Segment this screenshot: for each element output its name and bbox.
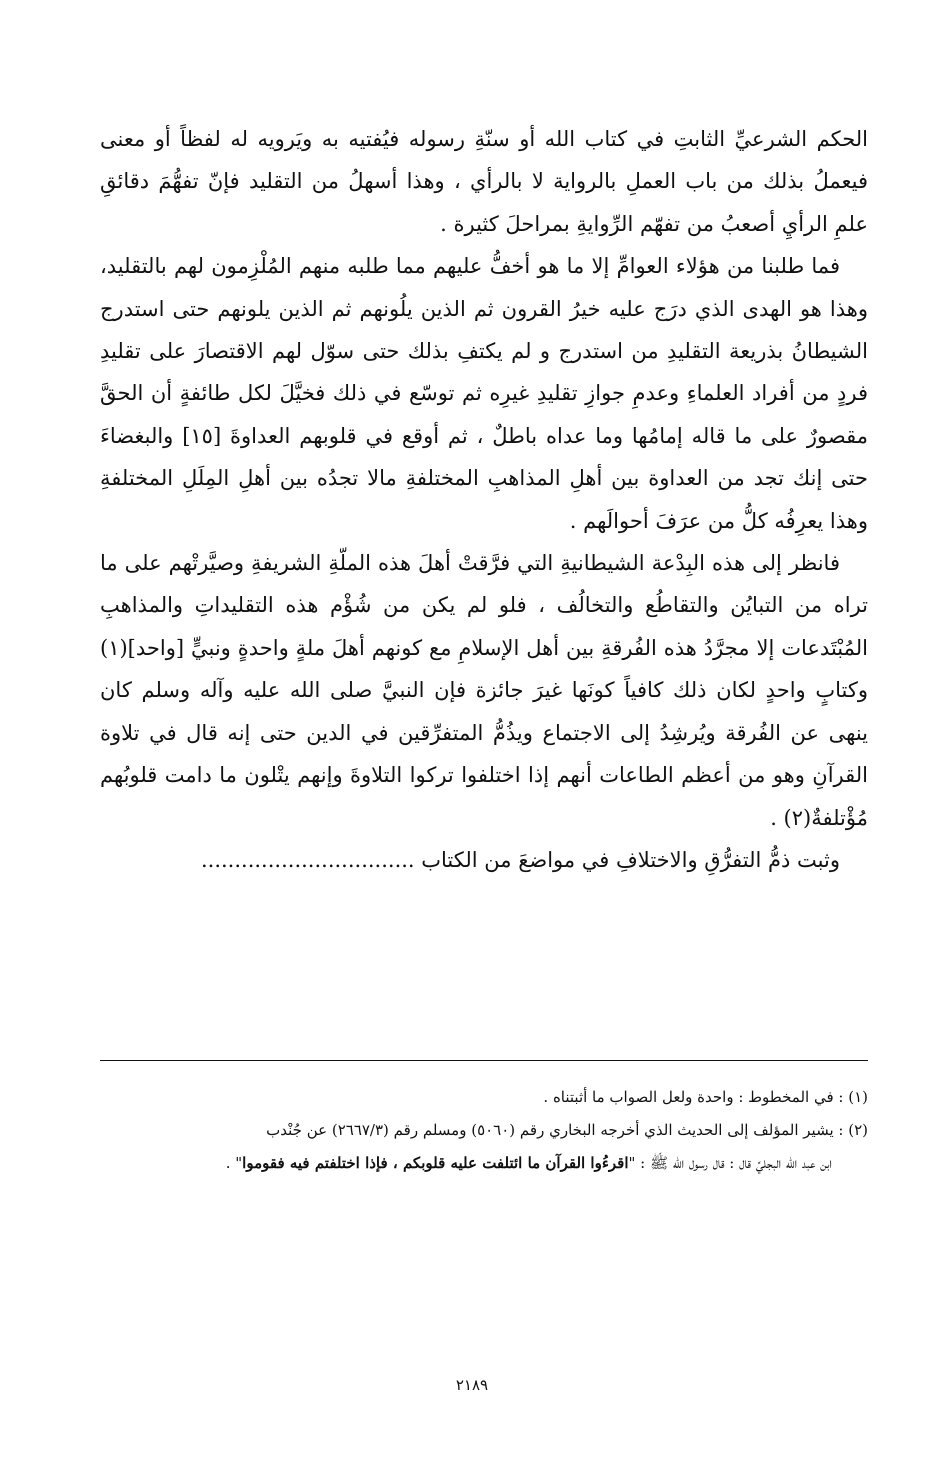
paragraph-4: وثبت ذمُّ التفرُّقِ والاختلافِ في مواضعَ من الكتاب ................................ [200,847,840,872]
footnote-2-hadith-quote: اقرءُوا القرآن ما ائتلفت عليه قلوبكم ، فإذا اختلفتم فيه فقوموا [242,1154,629,1172]
footnotes [100,1082,868,1179]
main-text [100,118,868,881]
paragraph-3: فانظر إلى هذه البِدْعة الشيطانيةِ التي فرَّقتْ أهلَ هذه الملّةِ الشريفةِ وصيَّرتْهم على ما تراه من التبايُن والتقاطُع والتخالُف ، فلو لم يكن من شُؤْم هذه التقليداتِ والمذاهبِ المُبْتَدعات إلا مجرَّدُ هذه الفُرقةِ بين أهل الإسلامِ مع كونهم أهلَ ملةٍ واحدةٍ ونبيٍّ [واحد](١) وكتابٍ واحدٍ لكان ذلك كافياً كونَها غيرَ جائزة فإن النبيَّ صلى الله عليه وآله وسلم كان ينهى عن الفُرقة ويُرشِدُ إلى الاجتماع ويذُمُّ المتفرِّقين في الدين حتى إنه قال في تلاوة القرآنِ وهو من أعظم الطاعات أنهم إذا اختلفوا تركوا التلاوةَ وإنهم يتْلون ما دامت قلوبُهم مُؤْتلفةٌ(٢) . [100,551,868,830]
paragraph-1: الحكم الشرعيِّ الثابتِ في كتاب الله أو سنّةِ رسوله فيُفتيه به ويَرويه له لفظاً أو معنى فيعملُ بذلك من باب العملِ بالرواية لا بالرأي ، وهذا أسهلُ من التقليد فإنّ تفهُّمَ دقائقِ علمِ الرأيِ أصعبُ من تفهّم الرِّوايةِ بمراحلَ كثيرة . [100,127,868,236]
footnote-2: (٢) : يشير المؤلف إلى الحديث الذي أخرجه البخاري رقم (٥٠٦٠) ومسلم رقم (٢٦٦٧/٣) عن جُنْدب [266,1121,868,1139]
footnote-2-continuation [100,1148,868,1179]
page-number: ٢١٨٩ [455,1376,489,1394]
footnote-1: (١) : في المخطوط : واحدة ولعل الصواب ما أثبتناه . [543,1088,868,1106]
footnote-separator [100,1060,868,1061]
footnote-2-source: ابن عبد الله البجليِّ قال : قال رسول الله ﷺ : " [628,1154,832,1172]
footnote-2-end: " . [225,1154,243,1172]
paragraph-2: فما طلبنا من هؤلاء العوامِّ إلا ما هو أخفُّ عليهم مما طلبه منهم المُلْزِمون لهم بالتقليد، وهذا هو الهدى الذي درَج عليه خيرُ القرون ثم الذين يلُونهم ثم الذين يلونهم حتى استدرج الشيطانُ بذريعة التقليدِ من استدرج و لم يكتفِ بذلك حتى سوّل لهم الاقتصارَ على تقليدِ فردٍ من أفراد العلماءِ وعدمِ جوازِ تقليدِ غيرِه ثم توسّع في ذلك فخيَّلَ لكل طائفةٍ أن الحقَّ مقصورٌ على ما قاله إمامُها وما عداه باطلٌ ، ثم أوقع في قلوبهم العداوةَ [١٥] والبغضاءَ حتى إنك تجد من العداوة بين أهلِ المذاهبِ المختلفةِ مالا تجدُه بين أهلِ المِلَلِ المختلفةِ وهذا يعرِفُه كلُّ من عرَفَ أحوالَهم . [100,254,868,533]
page-content [100,118,868,881]
